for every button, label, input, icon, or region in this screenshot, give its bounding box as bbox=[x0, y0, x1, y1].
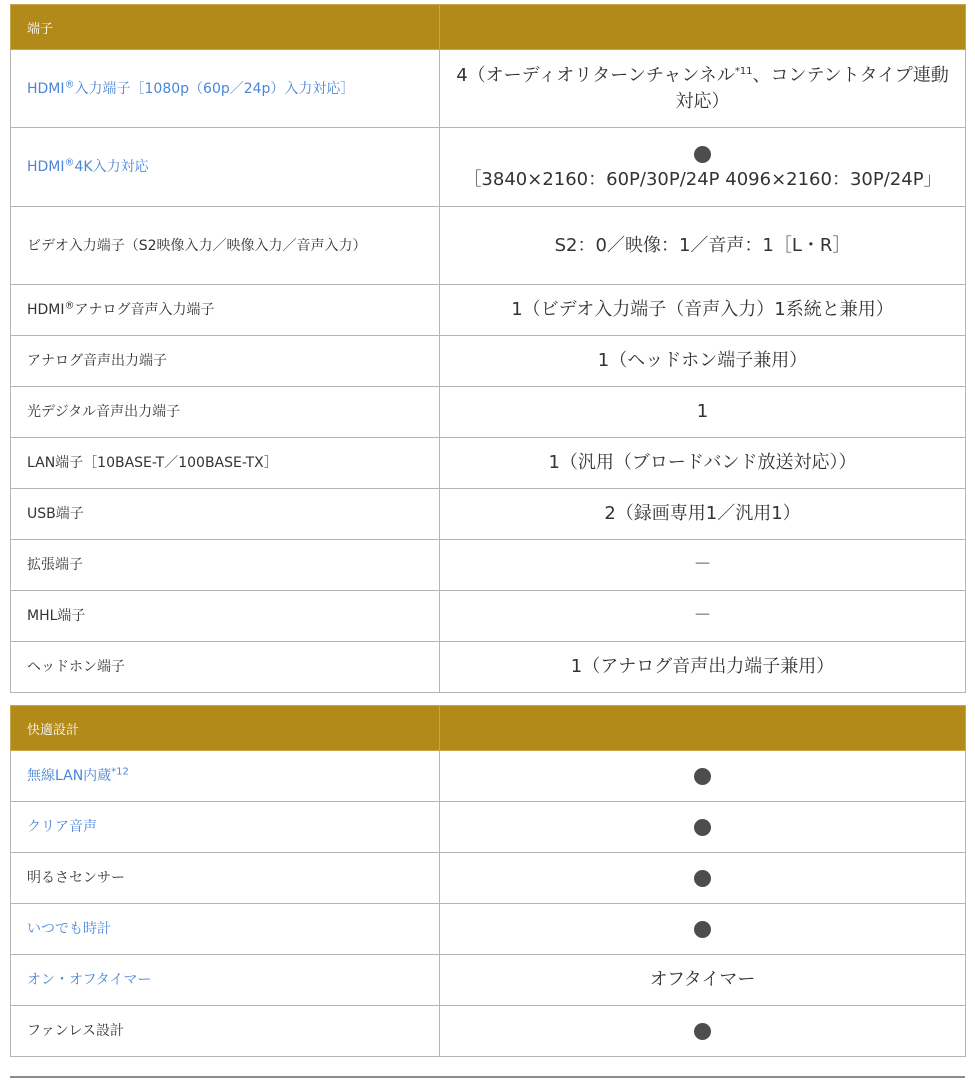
table-row bbox=[11, 207, 966, 285]
dot-icon bbox=[694, 768, 711, 785]
row-label-brightness-sensor: 明るさセンサー bbox=[11, 853, 440, 904]
table-row bbox=[11, 955, 966, 1006]
row-value-fanless bbox=[440, 1006, 966, 1057]
table-row bbox=[11, 802, 966, 853]
row-value-wireless-lan bbox=[440, 751, 966, 802]
row-label-headphone: ヘッドホン端子 bbox=[11, 642, 440, 693]
next-section-divider bbox=[10, 1076, 965, 1078]
row-value-usb: 2（録画専用1／汎用1） bbox=[440, 489, 966, 540]
row-label-hdmi-input[interactable]: HDMI®入力端子［1080p（60p／24p）入力対応］ bbox=[11, 50, 440, 128]
table-row bbox=[11, 1006, 966, 1057]
table-row bbox=[11, 285, 966, 336]
section-title-comfort: 快適設計 bbox=[11, 706, 440, 751]
row-value-mhl: － bbox=[440, 591, 966, 642]
terminals-spec-table bbox=[10, 4, 966, 693]
section-header-value bbox=[440, 706, 966, 751]
table-row bbox=[11, 336, 966, 387]
table-row bbox=[11, 853, 966, 904]
dot-icon bbox=[694, 1023, 711, 1040]
row-value-on-off-timer: オフタイマー bbox=[440, 955, 966, 1006]
row-value-hdmi-analog-audio: 1（ビデオ入力端子（音声入力）1系統と兼用） bbox=[440, 285, 966, 336]
table-header-row bbox=[11, 706, 966, 751]
row-value-optical-out: 1 bbox=[440, 387, 966, 438]
table-row bbox=[11, 591, 966, 642]
row-value-headphone: 1（アナログ音声出力端子兼用） bbox=[440, 642, 966, 693]
row-value-clear-voice bbox=[440, 802, 966, 853]
row-label-analog-audio-out: アナログ音声出力端子 bbox=[11, 336, 440, 387]
table-row bbox=[11, 751, 966, 802]
row-value-hdmi-4k: ［3840×2160：60P/30P/24P 4096×2160：30P/24P」 bbox=[440, 128, 966, 207]
row-label-on-off-timer[interactable]: オン・オフタイマー bbox=[11, 955, 440, 1006]
table-row bbox=[11, 904, 966, 955]
row-value-analog-audio-out: 1（ヘッドホン端子兼用） bbox=[440, 336, 966, 387]
row-label-anytime-clock[interactable]: いつでも時計 bbox=[11, 904, 440, 955]
row-label-hdmi-4k[interactable]: HDMI®4K入力対応 bbox=[11, 128, 440, 207]
row-label-fanless: ファンレス設計 bbox=[11, 1006, 440, 1057]
row-value-hdmi-input: 4（オーディオリターンチャンネル$^{*11}$、コンテントタイプ連動対応） bbox=[440, 50, 966, 128]
row-value-anytime-clock bbox=[440, 904, 966, 955]
row-label-video-input: ビデオ入力端子（S2映像入力／映像入力／音声入力） bbox=[11, 207, 440, 285]
row-label-hdmi-analog-audio: HDMI®アナログ音声入力端子 bbox=[11, 285, 440, 336]
table-row bbox=[11, 438, 966, 489]
dot-icon bbox=[694, 921, 711, 938]
table-row bbox=[11, 489, 966, 540]
dot-icon bbox=[694, 146, 711, 163]
row-label-expansion: 拡張端子 bbox=[11, 540, 440, 591]
table-row bbox=[11, 50, 966, 128]
row-label-mhl: MHL端子 bbox=[11, 591, 440, 642]
section-header-value bbox=[440, 5, 966, 50]
section-title-terminals: 端子 bbox=[11, 5, 440, 50]
comfort-spec-table bbox=[10, 705, 966, 1057]
table-header-row bbox=[11, 5, 966, 50]
dot-icon bbox=[694, 870, 711, 887]
table-row bbox=[11, 540, 966, 591]
row-label-lan: LAN端子［10BASE-T／100BASE-TX］ bbox=[11, 438, 440, 489]
row-label-clear-voice[interactable]: クリア音声 bbox=[11, 802, 440, 853]
row-value-brightness-sensor bbox=[440, 853, 966, 904]
row-label-usb: USB端子 bbox=[11, 489, 440, 540]
row-label-wireless-lan[interactable]: 無線LAN内蔵$^{*12}$ bbox=[11, 751, 440, 802]
dot-icon bbox=[694, 819, 711, 836]
table-row bbox=[11, 642, 966, 693]
row-value-video-input: S2：0／映像：1／音声：1［L・R］ bbox=[440, 207, 966, 285]
table-row bbox=[11, 128, 966, 207]
table-row bbox=[11, 387, 966, 438]
row-value-expansion: － bbox=[440, 540, 966, 591]
row-value-lan: 1（汎用（ブロードバンド放送対応）） bbox=[440, 438, 966, 489]
row-label-optical-out: 光デジタル音声出力端子 bbox=[11, 387, 440, 438]
